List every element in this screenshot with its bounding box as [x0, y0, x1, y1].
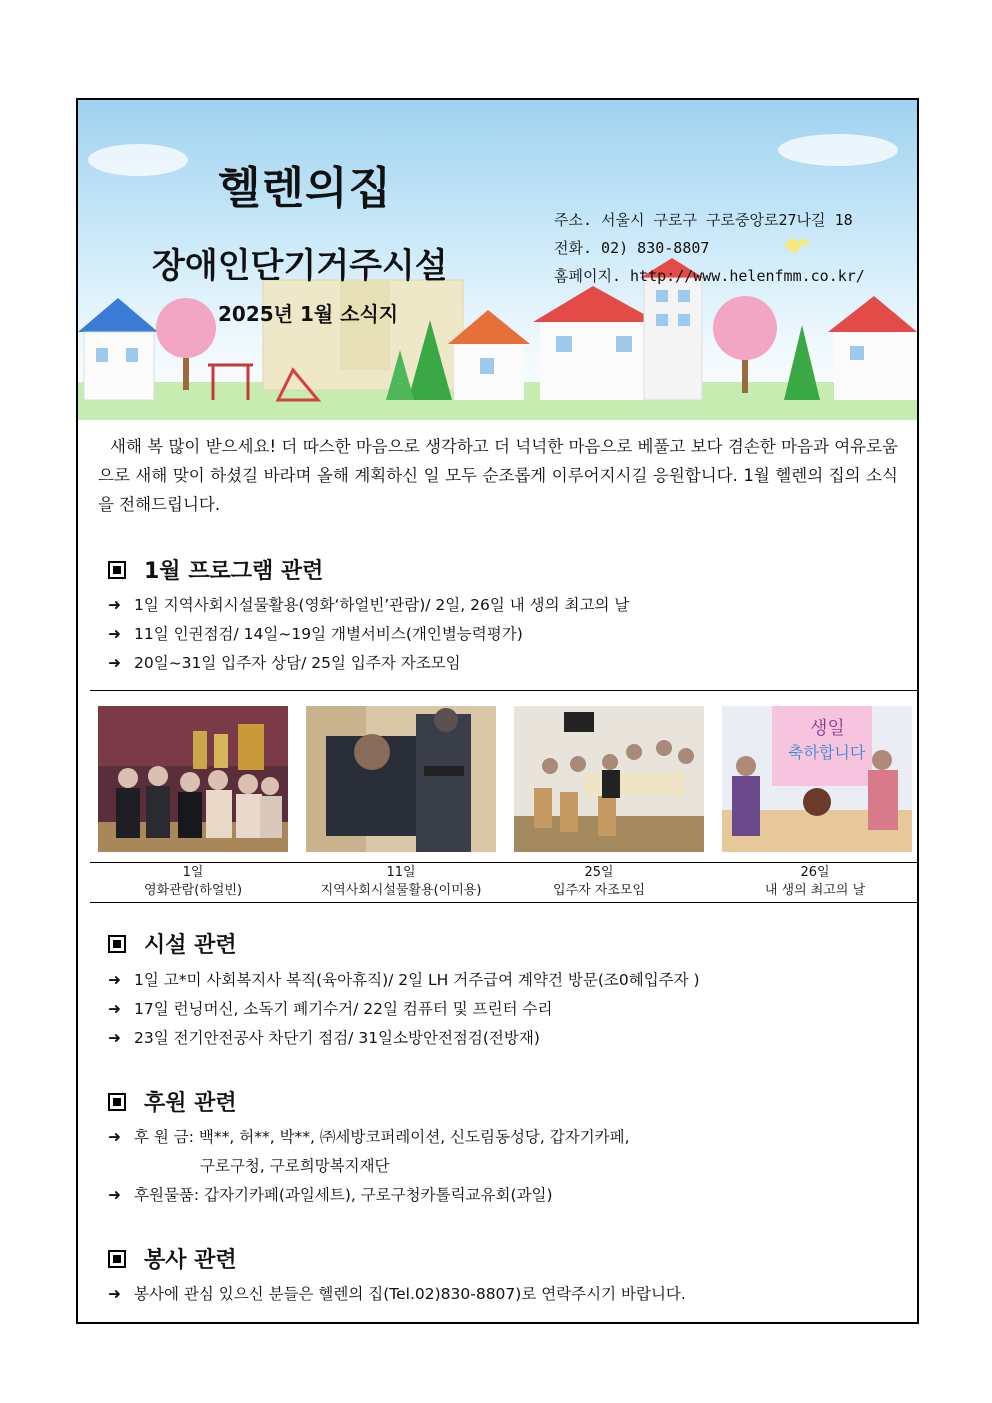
address-text: 주소. 서울시 구로구 구로중앙로27나길 18: [554, 211, 853, 229]
square-bullet-icon: [108, 561, 126, 579]
list-item: ➜ 후 원 금: 백**, 허**, 박**, ㈜세방코퍼레이션, 신도림동성당, 갑자기카페,: [108, 1123, 630, 1152]
issue-label: 2025년 1월 소식지: [218, 302, 399, 326]
list-item: ➜ 1일 고*미 사회복지사 복직(육아휴직)/ 2일 LH 거주급여 계약건 방문(조0혜입주자 ): [108, 966, 700, 995]
square-bullet-icon: [108, 935, 126, 953]
header-banner: [78, 100, 917, 420]
photo-strip: [98, 706, 912, 852]
list-item-continuation: 구로구청, 구로희망복지재단: [200, 1157, 390, 1175]
list-item: ➜ 23일 전기안전공사 차단기 점검/ 31일소방안전점검(전방재): [108, 1024, 700, 1053]
arrow-icon: ➜: [108, 1285, 121, 1303]
page-subtitle: 장애인단기거주시설: [152, 246, 448, 286]
arrow-icon: ➜: [108, 1128, 121, 1146]
photo-movie: [98, 706, 288, 852]
contact-info: [554, 206, 865, 290]
svg-text:축하합니다: 축하합니다: [788, 743, 866, 762]
divider: [90, 690, 919, 691]
volunteer-heading: 봉사 관련: [108, 1243, 237, 1274]
photo-caption: 11일 지역사회시설물활용(이미용): [320, 865, 482, 898]
list-item: ➜ 1일 지역사회시설물활용(영화‘하얼빈’관람)/ 2일, 26일 내 생의 최고의 날: [108, 591, 629, 620]
list-item: ➜ 후원물품: 갑자기카페(과일세트), 구로구청카톨릭교유회(과일): [108, 1181, 630, 1210]
svg-text:생일: 생일: [810, 718, 845, 739]
photo-caption: 1일 영화관람(하얼빈): [143, 865, 243, 898]
photo-caption: 26일 내 생의 최고의 날: [764, 865, 866, 898]
list-item: ➜ 17일 런닝머신, 소독기 폐기수거/ 22일 컴퓨터 및 프린터 수리: [108, 995, 700, 1024]
arrow-icon: ➜: [108, 971, 121, 989]
photo-meeting: [514, 706, 704, 852]
phone-text: 전화. 02) 830-8807: [554, 239, 710, 257]
program-heading-text: 1월 프로그램 관련: [144, 559, 324, 584]
photo-caption: 25일 입주자 자조모임: [552, 865, 646, 898]
program-list: [108, 591, 629, 678]
list-item: ➜ 11일 인권점검/ 14일~19일 개별서비스(개인별능력평가): [108, 620, 629, 649]
sponsor-list: [108, 1123, 630, 1210]
divider: [90, 902, 919, 903]
arrow-icon: ➜: [108, 625, 121, 643]
arrow-icon: ➜: [108, 1186, 121, 1204]
list-item: ➜ 봉사에 관심 있으신 분들은 헬렌의 집(Tel.02)830-8807)로 연락주시기 바랍니다.: [108, 1280, 686, 1309]
arrow-icon: ➜: [108, 654, 121, 672]
homepage-link[interactable]: 홈페이지. http://www.helenfmm.co.kr/: [554, 267, 865, 285]
arrow-icon: ➜: [108, 1029, 121, 1047]
facility-list: [108, 966, 700, 1053]
facility-heading: 시설 관련: [108, 928, 237, 959]
divider: [90, 862, 919, 863]
photo-birthday: [722, 706, 912, 852]
arrow-icon: ➜: [108, 1000, 121, 1018]
newsletter-page: [76, 98, 919, 1324]
list-item: ➜ 20일~31일 입주자 상담/ 25일 입주자 자조모임: [108, 649, 629, 678]
program-heading: [108, 554, 323, 585]
photo-haircut: [306, 706, 496, 852]
square-bullet-icon: [108, 1250, 126, 1268]
volunteer-list: [108, 1280, 686, 1309]
square-bullet-icon: [108, 1093, 126, 1111]
sponsor-heading: 후원 관련: [108, 1086, 237, 1117]
intro-paragraph: 새해 복 많이 받으세요! 더 따스한 마음으로 생각하고 더 넉넉한 마음으로 베풀고 보다 겸손한 마음과 여유로움으로 새해 맞이 하셨길 바라며 올해 계획하신 일 모두 순조롭게 이루어지시길 응원합니다. 1월 헬렌의 집의 소식을 전해드립니다.: [98, 437, 898, 514]
arrow-icon: ➜: [108, 596, 121, 614]
page-title: 헬렌의집: [218, 163, 393, 214]
